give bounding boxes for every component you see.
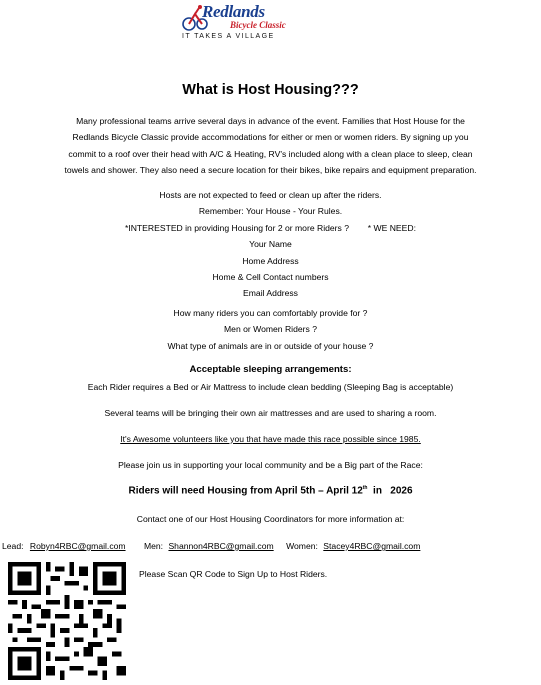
sleeping-heading: Acceptable sleeping arrangements: bbox=[189, 364, 352, 375]
hosts-section bbox=[0, 187, 541, 302]
lead-label: Lead: bbox=[2, 541, 24, 551]
dates-prefix: Riders will need Housing from April 5th – April 12 bbox=[128, 485, 363, 497]
intro-line: Redlands Bicycle Classic provide accommodations for either or men or women riders. By signing up you bbox=[72, 132, 469, 143]
logo-tagline: IT TAKES A VILLAGE bbox=[182, 33, 275, 40]
interested-text: *INTERESTED in providing Housing for 2 or more Riders ? bbox=[124, 222, 349, 233]
question-item: What type of animals are in or outside of your house ? bbox=[167, 340, 374, 351]
need-item: Home & Cell Contact numbers bbox=[212, 272, 329, 283]
dates-suffix: in 2026 bbox=[367, 485, 413, 497]
need-item: Your Name bbox=[249, 239, 292, 250]
hosts-not-expected-text: Hosts are not expected to feed or clean up after the riders. bbox=[159, 190, 382, 200]
intro-line: towels and shower. They also need a secure location for their bikes, bike repairs and equipment preparation. bbox=[64, 165, 477, 176]
intro-paragraph bbox=[0, 113, 541, 179]
men-email-link[interactable]: Shannon4RBC@gmail.com bbox=[168, 541, 274, 551]
women-label: Women: bbox=[286, 541, 318, 551]
join-text: Please join us in supporting your local community and be a Big part of the Race: bbox=[118, 460, 423, 470]
questions-section bbox=[0, 305, 541, 354]
intro-line: commit to a roof over their head with A/C & Heating, RV's included along with a clean place to sleep, clean bbox=[68, 148, 473, 159]
volunteers-text: It's Awesome volunteers like you that have made this race possible since 1985. bbox=[120, 434, 421, 444]
signup-qr-code-icon[interactable] bbox=[8, 562, 126, 680]
question-item: Men or Women Riders ? bbox=[224, 324, 317, 335]
need-item: Home Address bbox=[242, 255, 299, 266]
sleeping-text: Each Rider requires a Bed or Air Mattress to include clean bedding (Sleeping Bag is acceptable) bbox=[87, 382, 454, 392]
question-item: How many riders you can comfortably provide for ? bbox=[173, 308, 368, 318]
contact-text: Contact one of our Host Housing Coordinators for more information at: bbox=[136, 514, 405, 524]
qr-instruction-text: Please Scan QR Code to Sign Up to Host Riders. bbox=[139, 569, 328, 579]
women-email-link[interactable]: Stacey4RBC@gmail.com bbox=[323, 541, 421, 551]
logo-name: Redlands bbox=[202, 2, 265, 21]
lead-email-link[interactable]: Robyn4RBC@gmail.com bbox=[29, 541, 126, 551]
intro-line: Many professional teams arrive several days in advance of the event. Families that Host House for the bbox=[76, 116, 465, 126]
need-item: Email Address bbox=[243, 288, 298, 299]
interested-row bbox=[0, 220, 541, 236]
we-need-text: * WE NEED: bbox=[367, 222, 416, 233]
housing-dates bbox=[0, 485, 541, 496]
teams-text: Several teams will be bringing their own air mattresses and are used to sharing a room. bbox=[104, 408, 437, 418]
men-label: Men: bbox=[143, 541, 164, 551]
dates-sup: th bbox=[362, 485, 368, 491]
logo-subtitle: Bicycle Classic bbox=[230, 20, 286, 30]
remember-text: Remember: Your House - Your Rules. bbox=[198, 206, 343, 217]
redlands-logo bbox=[180, 2, 292, 44]
page-title: What is Host Housing??? bbox=[182, 82, 359, 98]
contacts-row bbox=[2, 541, 420, 551]
